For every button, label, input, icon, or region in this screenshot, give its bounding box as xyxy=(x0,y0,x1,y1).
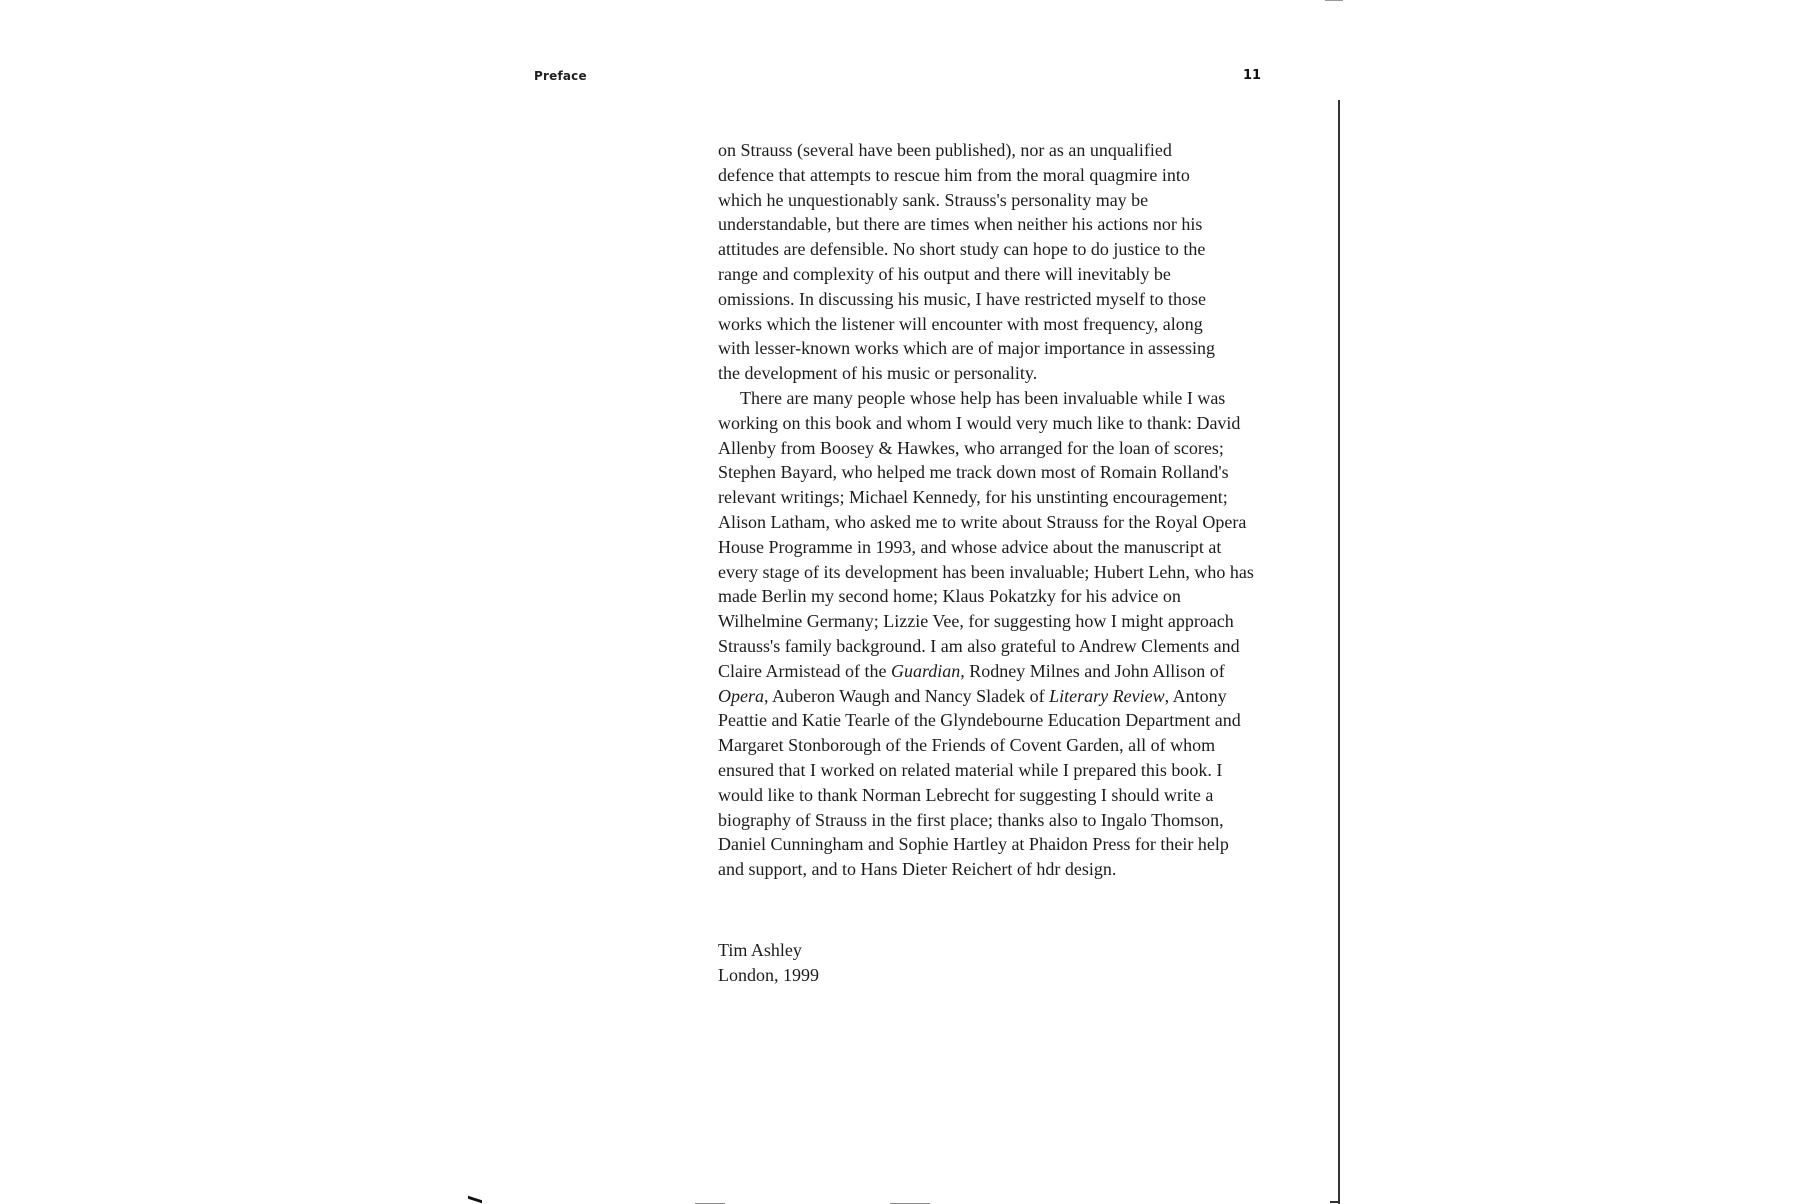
text-line: which he unquestionably sank. Strauss's personality may be xyxy=(718,189,1149,210)
text-line: range and complexity of his output and there will inevitably be xyxy=(718,263,1171,284)
paragraph-continued xyxy=(718,138,1258,386)
ack-text-3: , Auberon Waugh and Nancy Sladek of xyxy=(764,685,1050,706)
publication-title-guardian: Guardian xyxy=(890,660,961,681)
publication-title-literary-review: Literary Review xyxy=(1049,685,1165,706)
ack-text-4: , Antony Peattie and Katie Tearle of the Glyndebourne Education Department and Margaret Stonborough of the Friends of Covent Garden, all of whom ensured that I worked on related material while I prepared this book. I would like to thank Norman Lebrecht for suggesting I should write a biography of Strauss in the first place; thanks also to Ingalo Thomson, Daniel Cunningham and Sophie Hartley at Phaidon Press for their help and support, and to Hans Dieter Reichert of hdr design. xyxy=(718,685,1241,880)
author-name: Tim Ashley xyxy=(718,940,802,960)
text-line: with lesser-known works which are of major importance in assessing xyxy=(718,338,1216,359)
preface-body xyxy=(718,138,1258,882)
ack-text-1: There are many people whose help has been invaluable while I was working on this book and whom I would very much like to thank: David Allenby from Boosey & Hawkes, who arranged for the loan of scores; Stephen Bayard, who helped me track down most of Romain Rolland's relevant writings; Michael Kennedy, for his unstinting encouragement; Alison Latham, who asked me to write about Strauss for the Royal Opera House Programme in 1993, and whose advice about the manuscript at every stage of its development has been invaluable; Hubert Lehn, who has made Berlin my second home; Klaus Pokatzky for his advice on Wilhelmine Germany; Lizzie Vee, for suggesting how I might approach Strauss's family background. I am also grateful to Andrew Clements and Claire Armistead of the xyxy=(718,387,1254,681)
running-head: Preface xyxy=(534,69,587,83)
text-line: defence that attempts to rescue him from the moral quagmire into xyxy=(718,164,1190,185)
place-date: London, 1999 xyxy=(718,965,819,985)
text-line: on Strauss (several have been published), nor as an unqualified xyxy=(718,140,1172,160)
text-line: the development of his music or personality. xyxy=(718,363,1038,384)
text-line: understandable, but there are times when neither his actions nor his xyxy=(718,214,1203,235)
text-line: works which the listener will encounter with most frequency, along xyxy=(718,313,1203,334)
page-edge-tick xyxy=(1330,1201,1340,1203)
page-number: 11 xyxy=(1243,68,1262,83)
text-line: attitudes are defensible. No short study can hope to do justice to the xyxy=(718,239,1206,260)
crop-mark-top xyxy=(1325,0,1343,1)
signature-block xyxy=(718,938,819,988)
text-line: omissions. In discussing his music, I have restricted myself to those xyxy=(718,288,1206,309)
acknowledgements-paragraph xyxy=(718,386,1258,882)
publication-title-opera: Opera xyxy=(718,685,764,706)
ack-text-2: , Rodney Milnes and John Allison of xyxy=(960,660,1225,681)
page-edge-rule xyxy=(1338,100,1340,1204)
